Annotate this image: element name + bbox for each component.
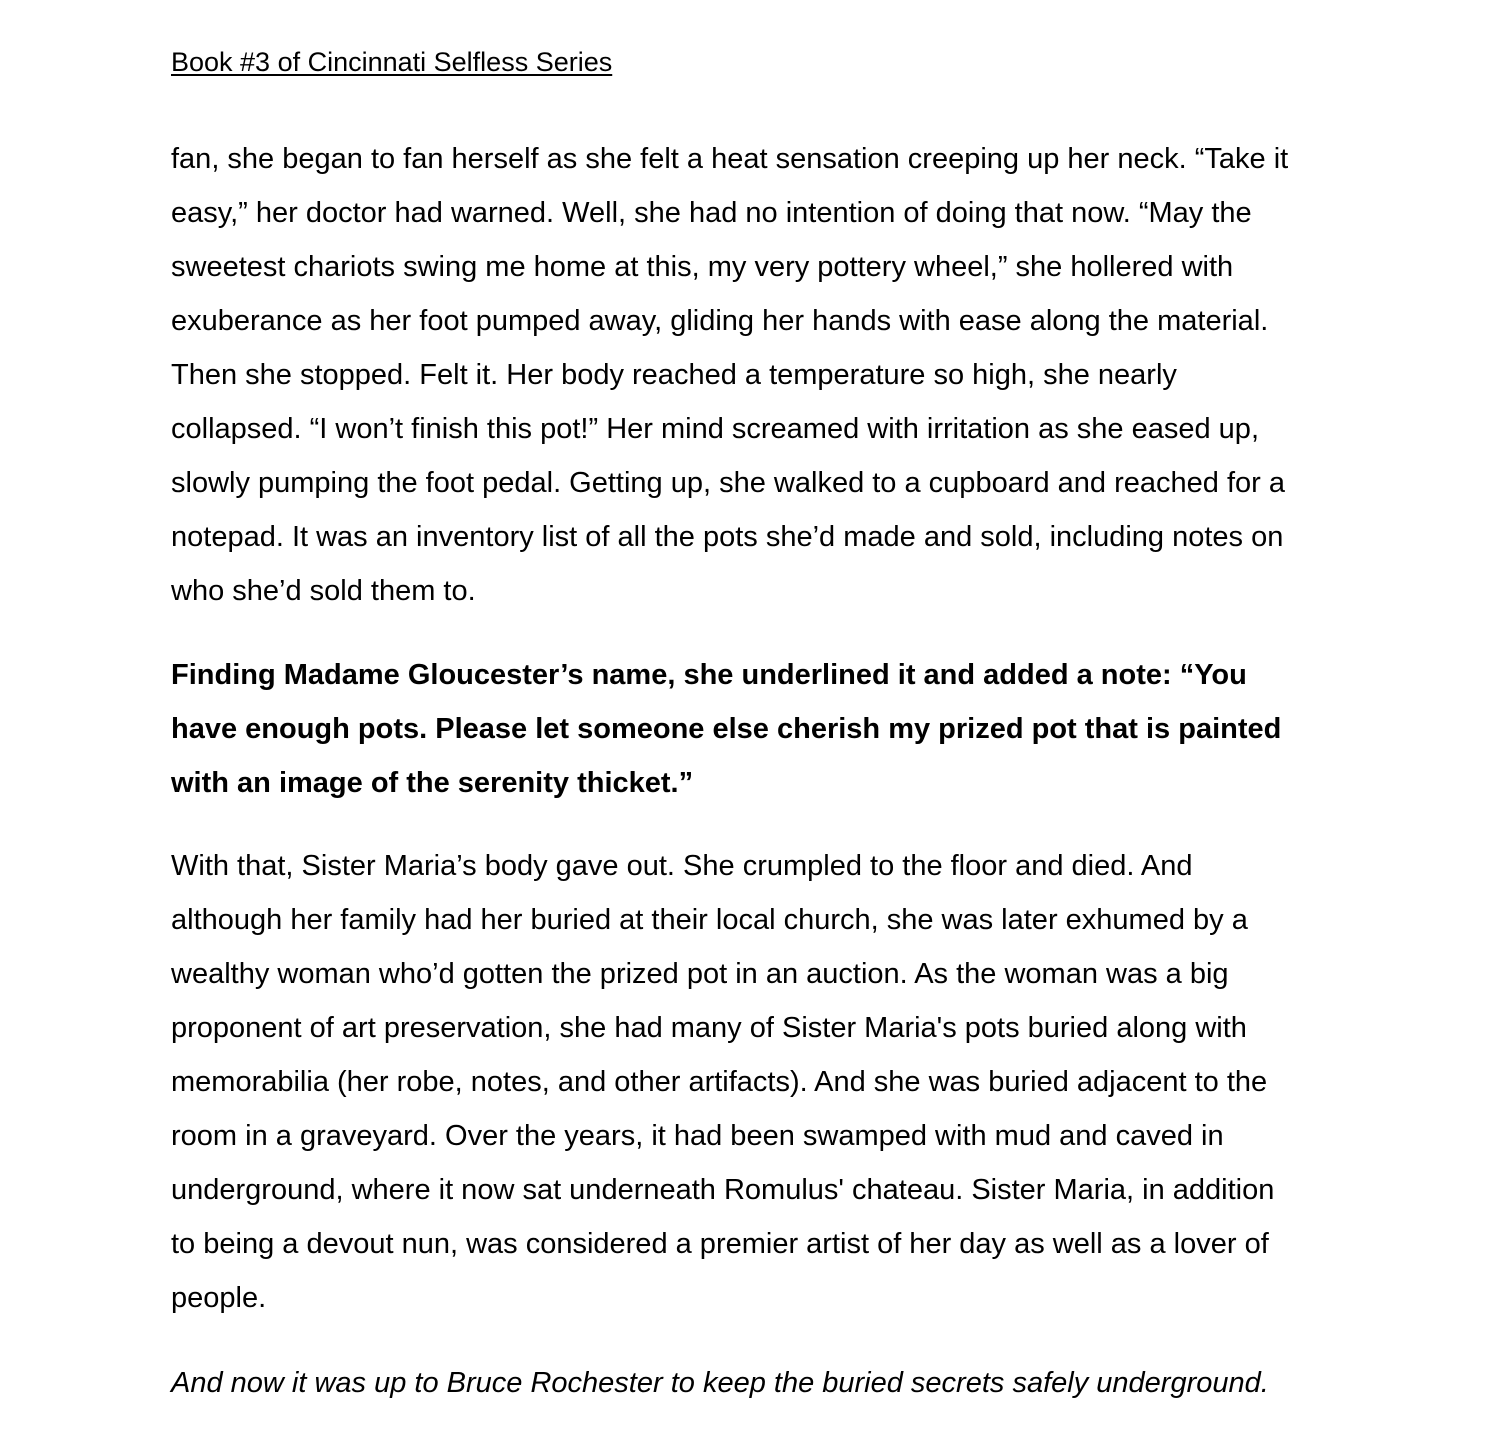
series-header: Book #3 of Cincinnati Selfless Series	[171, 47, 613, 77]
paragraph-3	[171, 839, 1391, 1325]
text-line: exuberance as her foot pumped away, gliding her hands with ease along the material.	[171, 305, 1269, 337]
text-line: have enough pots. Please let someone else cherish my prized pot that is painted	[171, 713, 1282, 745]
paragraph-2-bold	[171, 648, 1391, 810]
text-line: Then she stopped. Felt it. Her body reached a temperature so high, she nearly	[171, 359, 1177, 391]
text-line: although her family had her buried at their local church, she was later exhumed by a	[171, 904, 1248, 936]
text-line: people.	[171, 1282, 267, 1314]
text-line: notepad. It was an inventory list of all the pots she’d made and sold, including notes on	[171, 521, 1284, 553]
paragraph-4-italic	[171, 1356, 1391, 1410]
text-line: easy,” her doctor had warned. Well, she had no intention of doing that now. “May the	[171, 197, 1252, 229]
text-line: slowly pumping the foot pedal. Getting up, she walked to a cupboard and reached for a	[171, 467, 1285, 499]
text-line: sweetest chariots swing me home at this, my very pottery wheel,” she hollered with	[171, 251, 1234, 283]
text-line: And now it was up to Bruce Rochester to keep the buried secrets safely underground.	[171, 1367, 1269, 1399]
text-line: With that, Sister Maria’s body gave out. She crumpled to the floor and died. And	[171, 850, 1193, 882]
text-line: collapsed. “I won’t finish this pot!” Her mind screamed with irritation as she eased up,	[171, 413, 1259, 445]
text-line: fan, she began to fan herself as she felt a heat sensation creeping up her neck. “Take it	[171, 143, 1289, 175]
text-line: memorabilia (her robe, notes, and other artifacts). And she was buried adjacent to the	[171, 1066, 1268, 1098]
text-line: wealthy woman who’d gotten the prized pot in an auction. As the woman was a big	[171, 958, 1229, 990]
paragraph-1	[171, 132, 1391, 618]
text-line: with an image of the serenity thicket.”	[171, 767, 694, 799]
text-line: to being a devout nun, was considered a premier artist of her day as well as a lover of	[171, 1228, 1269, 1260]
text-line: proponent of art preservation, she had many of Sister Maria's pots buried along with	[171, 1012, 1247, 1044]
text-line: room in a graveyard. Over the years, it had been swamped with mud and caved in	[171, 1120, 1224, 1152]
text-line: Finding Madame Gloucester’s name, she underlined it and added a note: “You	[171, 659, 1247, 691]
text-line: who she’d sold them to.	[171, 575, 476, 607]
text-line: underground, where it now sat underneath Romulus' chateau. Sister Maria, in addition	[171, 1174, 1275, 1206]
